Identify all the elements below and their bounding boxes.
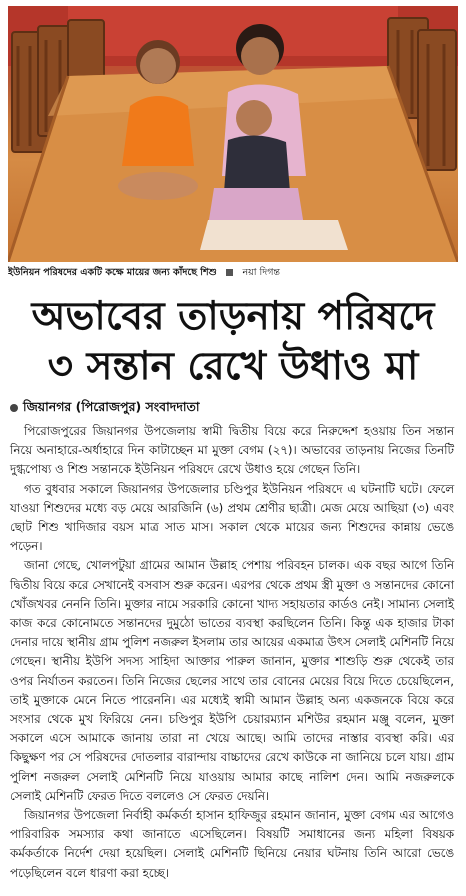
paragraph: পিরোজপুরের জিয়ানগর উপজেলায় স্বামী দ্বিতীয় বিয়ে করে নিরুদ্দেশ হওয়ায় তিন সন্তান নিয়ে অনাহারে-অর্ধাহারে দিন কাটাচ্ছেন মা মুক্তা বেগম (২৭)। অভাবের তাড়নায় নিজের তিনটি দুগ্ধপোষ্য ও শিশু সন্তানকে ইউনিয়ন পরিষদে রেখে উধাও হয়ে গেছেন তিনি। — [10, 424, 454, 477]
news-photo — [8, 6, 458, 262]
caption-text: ইউনিয়ন পরিষদের একটি কক্ষে মায়ের জন্য কাঁদছে শিশু — [8, 267, 217, 278]
headline — [8, 292, 458, 392]
children-on-table-photo — [8, 6, 458, 262]
paragraph: গত বুধবার সকালে জিয়ানগর উপজেলার চণ্ডিপুর ইউনিয়ন পরিষদে এ ঘটনাটি ঘটে। ফেলে যাওয়া শিশুদের মধ্যে বড় মেয়ে আরজিনি (৬) প্রথম শ্রেণীর ছাত্রী। মেজ মেয়ে আছিয়া (৩) এবং ছোট শিশু খাদিজার বয়স মাত্র সাত মাস। সকাল থেকে মায়ের জন্য শিশুদের কান্নায় ভেঙে পড়েন। — [10, 481, 454, 554]
headline-line-2: ৩ সন্তান রেখে উধাও মা — [47, 344, 419, 389]
photo-credit: নয়া দিগন্ত — [242, 267, 280, 278]
photo-caption — [8, 265, 458, 281]
paragraph: জিয়ানগর উপজেলা নির্বাহী কর্মকর্তা হাসান হাফিজুর রহমান জানান, মুক্তা বেগম এর আগেও পারিবারিক সমস্যার কথা জানাতে এসেছিলেন। বিষয়টি সমাধানের জন্য মহিলা বিষয়ক কর্মকর্তাকে নির্দেশ দেয়া হয়েছিল। সেলাই মেশিনটি ছিনিয়ে নেয়ার ঘটনায় তিনি আরো ভেঙে পড়েছিলেন বলে ধারণা করা হচ্ছে। — [10, 808, 454, 880]
bullet-icon — [10, 404, 18, 412]
article-body — [10, 422, 454, 883]
paragraph: জানা গেছে, খোলপটুয়া গ্রামের আমান উল্লাহ পেশায় পরিবহন চালক। এক বছর আগে তিনি দ্বিতীয় বিয়ে করে সেখানেই বসবাস শুরু করেন। এরপর থেকে প্রথম স্ত্রী মুক্তা ও সন্তানদের কোনো খোঁজখবর নেননি তিনি। মুক্তার নামে সরকারি কোনো খাদ্য সহায়তার কার্ডও নেই। সামান্য সেলাই কাজ করে কোনোমতে সন্তানদের দুমুঠো ভাতের ব্যবস্থা করছিলেন তিনি। কিন্তু এক হাজার টাকা দেনার দায়ে স্থানীয় গ্রাম পুলিশ নজরুল ইসলাম তার আয়ের একমাত্র উৎস সেলাই মেশিনটি নিয়ে গেছেন। স্থানীয় ইউপি সদস্য সাহিদা আক্তার পারুল জানান, মুক্তার শাশুড়ি শুরু থেকেই তার ওপর নির্যাতন করতেন। তিনি নিজের ছেলের সাথে তার বোনের মেয়ের বিয়ে দিতে চেয়েছিলেন, তাই মুক্তাকে মেনে নিতে পারেননি। এর মধ্যেই স্বামী আমান উল্লাহ অন্য একজনকে বিয়ে করে সংসার থেকে মুখ ফিরিয়ে নেন। চণ্ডিপুর ইউপি চেয়ারম্যান মশিউর রহমান মঞ্জু বলেন, মুক্তা সকালে এসে আমাকে জানায় তারা না খেয়ে আছে। আমি তাদের নাস্তার ব্যবস্থা করি। এর কিছুক্ষণ পর সে পরিষদের দোতলার বারান্দায় বাচ্চাদের রেখে কাউকে না জানিয়ে চলে যায়। গ্রাম পুলিশ নজরুল সেলাই মেশিনটি নিয়ে যাওয়ায় আমার কাছে নালিশ দেন। আমি নজরুলকে সেলাই মেশিনটি ফেরত দিতে বললেও সে ফেরত দেয়নি। — [10, 558, 454, 803]
byline-text: জিয়ানগর (পিরোজপুর) সংবাদদাতা — [23, 399, 200, 414]
square-bullet-icon — [226, 269, 233, 276]
byline — [10, 397, 450, 417]
headline-line-1: অভাবের তাড়নায় পরিষদে — [31, 294, 435, 339]
